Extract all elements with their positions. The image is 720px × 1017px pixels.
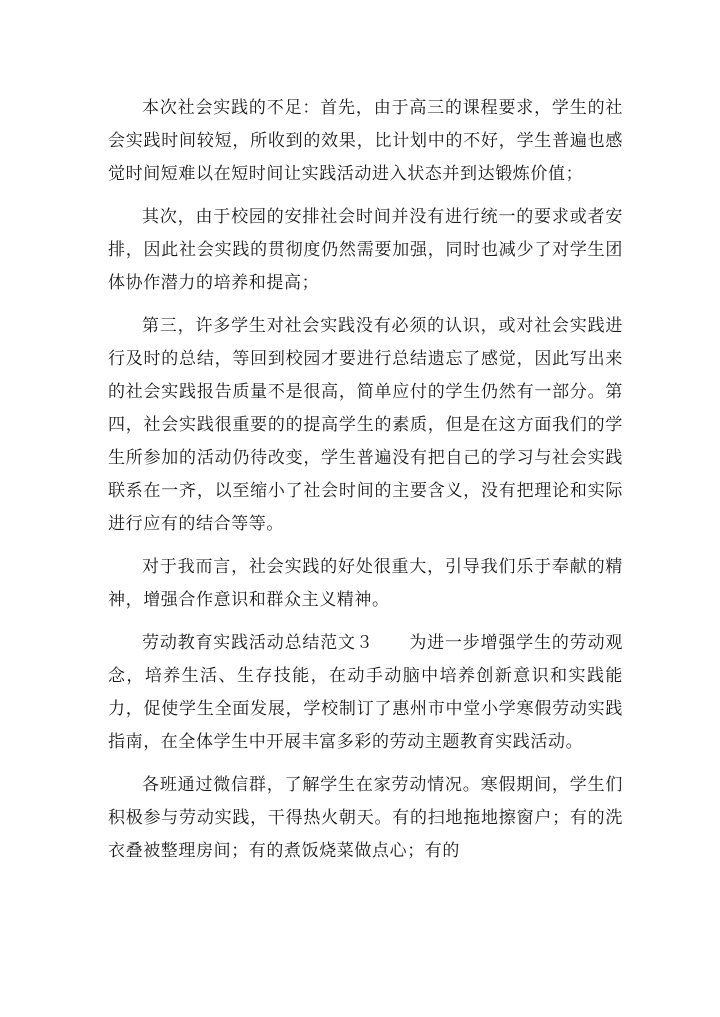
paragraph-third-fourth-points: 第三，许多学生对社会实践没有必须的认识，或对社会实践进行及时的总结，等回到校园才要进行总结遗忘了感觉，因此写出来的社会实践报告质量不是很高，简单应付的学生仍然有一部分。第四，社会实践很重要的的提高学生的素质，但是在这方面我们的学生所参加的活动仍待改变，学生普遍没有把自己的学习与社会实践联系在一齐，以至缩小了社会时间的主要含义，没有把理论和实际进行应有的结合等等。	[108, 316, 623, 534]
paragraph-labor-education-summary: 劳动教育实践活动总结范文３ 为进一步增强学生的劳动观念，培养生活、生存技能，在动手动脑中培养创新意识和实践能力，促使学生全面发展，学校制订了惠州市中堂小学寒假劳动实践指南，在全体学生中开展丰富多彩的劳动主题教育实践活动。	[108, 633, 623, 752]
paragraph-second-point: 其次，由于校园的安排社会时间并没有进行统一的要求或者安排，因此社会实践的贯彻度仍然需要加强，同时也减少了对学生团体协作潜力的培养和提高；	[108, 207, 623, 293]
paragraph-social-practice-shortcomings: 本次社会实践的不足：首先，由于高三的课程要求，学生的社会实践时间较短，所收到的效果，比计划中的不好，学生普遍也感觉时间短难以在短时间让实践活动进入状态并到达锻炼价值；	[108, 98, 623, 184]
paragraph-class-wechat-groups: 各班通过微信群，了解学生在家劳动情况。寒假期间，学生们积极参与劳动实践，干得热火朝天。有的扫地拖地擦窗户；有的洗衣叠被整理房间；有的煮饭烧菜做点心；有的	[108, 775, 623, 861]
document-body	[108, 92, 623, 878]
paragraph-personal-reflection: 对于我而言，社会实践的好处很重大，引导我们乐于奉献的精神，增强合作意识和群众主义精神。	[108, 557, 623, 610]
